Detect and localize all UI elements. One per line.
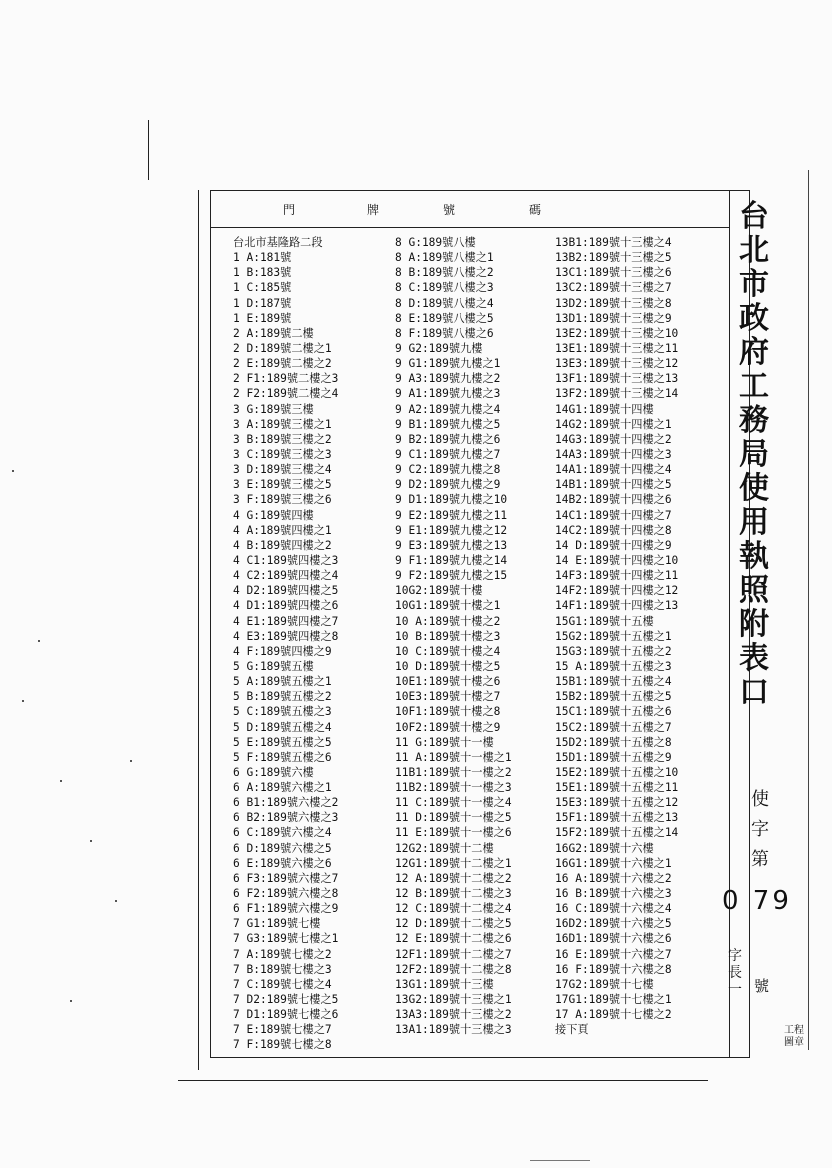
address-entry: 13G1:189號十三樓 xyxy=(395,977,494,991)
address-entry: 7 D2:189號七樓之5 xyxy=(233,993,339,1007)
address-entry: 6 E:189號六樓之6 xyxy=(233,856,332,870)
address-entry: 10 C:189號十樓之4 xyxy=(395,644,501,658)
address-entry: 5 D:189號五樓之4 xyxy=(233,720,332,734)
address-entry: 5 A:189號五樓之1 xyxy=(233,675,332,689)
vertical-title xyxy=(732,200,776,710)
address-entry: 10 B:189號十樓之3 xyxy=(395,629,501,643)
address-column-3 xyxy=(555,235,678,1037)
address-entry: 16G2:189號十六樓 xyxy=(555,841,654,855)
address-entry: 4 F:189號四樓之9 xyxy=(233,644,332,658)
address-entry: 15G1:189號十五樓 xyxy=(555,614,654,628)
address-entry: 11 A:189號十一樓之1 xyxy=(395,750,512,764)
frame-rule xyxy=(530,1160,590,1161)
address-entry: 7 G3:189號七樓之1 xyxy=(233,932,339,946)
address-entry: 15G2:189號十五樓之1 xyxy=(555,629,672,643)
address-entry: 16G1:189號十六樓之1 xyxy=(555,856,672,870)
address-entry: 3 G:189號三樓 xyxy=(233,402,314,416)
title-char: 執 xyxy=(739,539,769,574)
address-entry: 4 E1:189號四樓之7 xyxy=(233,614,339,628)
scan-speck xyxy=(130,760,132,762)
address-entry: 9 G1:189號九樓之1 xyxy=(395,357,501,371)
address-entry: 7 F:189號七樓之8 xyxy=(233,1038,332,1052)
side-divider xyxy=(729,191,730,1057)
address-entry: 1 C:185號 xyxy=(233,281,292,295)
address-entry: 16 E:189號十六樓之7 xyxy=(555,947,672,961)
title-char: 台 xyxy=(739,199,769,234)
address-entry: 4 E3:189號四樓之8 xyxy=(233,629,339,643)
address-entry: 10G2:189號十樓 xyxy=(395,584,483,598)
address-entry: 14 E:189號十四樓之10 xyxy=(555,553,679,567)
address-entry: 8 E:189號八樓之5 xyxy=(395,311,494,325)
address-entry: 13D1:189號十三樓之9 xyxy=(555,311,672,325)
title-char: 照 xyxy=(739,573,769,608)
address-entry: 6 F3:189號六樓之7 xyxy=(233,871,339,885)
address-entry: 10F1:189號十樓之8 xyxy=(395,705,501,719)
address-entry: 3 F:189號三樓之6 xyxy=(233,493,332,507)
address-entry: 7 G1:189號七樓 xyxy=(233,917,321,931)
address-entry: 16 B:189號十六樓之3 xyxy=(555,887,672,901)
address-entry: 5 F:189號五樓之6 xyxy=(233,750,332,764)
address-entry: 10G1:189號十樓之1 xyxy=(395,599,501,613)
address-column-1 xyxy=(233,235,338,1053)
address-entry: 4 D1:189號四樓之6 xyxy=(233,599,339,613)
address-entry: 12 D:189號十二樓之5 xyxy=(395,917,512,931)
address-entry: 9 C1:189號九樓之7 xyxy=(395,447,501,461)
seal-stamp: 字長一 xyxy=(728,948,742,998)
address-entry: 14G2:189號十四樓之1 xyxy=(555,417,672,431)
title-char: 市 xyxy=(739,267,769,302)
address-entry: 12 A:189號十二樓之2 xyxy=(395,871,512,885)
header-cell: 號 xyxy=(443,203,457,217)
address-entry: 5 C:189號五樓之3 xyxy=(233,705,332,719)
address-entry: 14F1:189號十四樓之13 xyxy=(555,599,679,613)
address-entry: 13E3:189號十三樓之12 xyxy=(555,357,679,371)
frame-rule xyxy=(148,120,149,180)
address-entry: 8 B:189號八樓之2 xyxy=(395,266,494,280)
title-char: 北 xyxy=(739,233,769,268)
address-entry: 13G2:189號十三樓之1 xyxy=(395,993,512,1007)
address-entry: 15E2:189號十五樓之10 xyxy=(555,765,679,779)
address-entry: 6 G:189號六樓 xyxy=(233,765,314,779)
address-entry: 14G1:189號十四樓 xyxy=(555,402,654,416)
address-entry: 16D1:189號十六樓之6 xyxy=(555,932,672,946)
address-entry: 5 B:189號五樓之2 xyxy=(233,690,332,704)
permit-label xyxy=(748,785,772,875)
address-entry: 13C2:189號十三樓之7 xyxy=(555,281,672,295)
address-entry: 9 D2:189號九樓之9 xyxy=(395,478,501,492)
address-entry: 2 E:189號二樓之2 xyxy=(233,357,332,371)
title-char: 工 xyxy=(739,369,769,404)
address-entry: 16 A:189號十六樓之2 xyxy=(555,871,672,885)
address-entry: 14A3:189號十四樓之3 xyxy=(555,447,672,461)
table-header xyxy=(211,191,729,228)
scan-speck xyxy=(115,900,117,902)
address-entry: 13D2:189號十三樓之8 xyxy=(555,296,672,310)
address-entry: 11B1:189號十一樓之2 xyxy=(395,765,512,779)
address-entry: 9 A1:189號九樓之3 xyxy=(395,387,501,401)
address-entry: 11 E:189號十一樓之6 xyxy=(395,826,512,840)
address-entry: 15B2:189號十五樓之5 xyxy=(555,690,672,704)
address-entry: 6 F1:189號六樓之9 xyxy=(233,902,339,916)
address-entry: 4 C1:189號四樓之3 xyxy=(233,553,339,567)
address-entry: 9 E1:189號九樓之12 xyxy=(395,523,508,537)
address-entry: 16 C:189號十六樓之4 xyxy=(555,902,672,916)
address-entry: 7 D1:189號七樓之6 xyxy=(233,1008,339,1022)
address-entry: 13E1:189號十三樓之11 xyxy=(555,341,679,355)
address-entry: 4 C2:189號四樓之4 xyxy=(233,569,339,583)
address-entry: 9 F2:189號九樓之15 xyxy=(395,569,508,583)
address-entry: 9 C2:189號九樓之8 xyxy=(395,463,501,477)
address-table xyxy=(210,190,750,1058)
address-entry: 11 C:189號十一樓之4 xyxy=(395,796,512,810)
address-entry: 12G1:189號十二樓之1 xyxy=(395,856,512,870)
scan-speck xyxy=(70,1000,72,1002)
address-entry: 9 A2:189號九樓之4 xyxy=(395,402,501,416)
address-entry: 13C1:189號十三樓之6 xyxy=(555,266,672,280)
address-entry: 12F1:189號十二樓之7 xyxy=(395,947,512,961)
address-entry: 12 E:189號十二樓之6 xyxy=(395,932,512,946)
address-entry: 6 C:189號六樓之4 xyxy=(233,826,332,840)
header-cell: 門 xyxy=(283,203,297,217)
address-entry: 1 A:181號 xyxy=(233,251,292,265)
address-entry: 11B2:189號十一樓之3 xyxy=(395,781,512,795)
address-entry: 7 C:189號七樓之4 xyxy=(233,977,332,991)
address-entry: 15 A:189號十五樓之3 xyxy=(555,659,672,673)
address-entry: 15G3:189號十五樓之2 xyxy=(555,644,672,658)
address-entry: 12 B:189號十二樓之3 xyxy=(395,887,512,901)
address-entry: 8 G:189號八樓 xyxy=(395,236,476,249)
address-entry: 13E2:189號十三樓之10 xyxy=(555,326,679,340)
address-entry: 7 A:189號七樓之2 xyxy=(233,947,332,961)
permit-label-char: 字 xyxy=(751,819,769,840)
address-entry: 2 F2:189號二樓之4 xyxy=(233,387,339,401)
address-entry: 9 B1:189號九樓之5 xyxy=(395,417,501,431)
address-entry: 1 D:187號 xyxy=(233,296,292,310)
frame-rule xyxy=(198,190,199,1070)
address-entry: 15C2:189號十五樓之7 xyxy=(555,720,672,734)
address-entry: 11 G:189號十一樓 xyxy=(395,735,494,749)
address-entry: 13B1:189號十三樓之4 xyxy=(555,236,672,249)
address-entry: 台北市基隆路二段 xyxy=(233,236,323,249)
address-entry: 4 D2:189號四樓之5 xyxy=(233,584,339,598)
edge-stamp: 工程圖章 xyxy=(784,1025,804,1048)
address-entry: 6 D:189號六樓之5 xyxy=(233,841,332,855)
address-entry: 5 E:189號五樓之5 xyxy=(233,735,332,749)
address-entry: 6 F2:189號六樓之8 xyxy=(233,887,339,901)
address-entry: 13F1:189號十三樓之13 xyxy=(555,372,679,386)
title-char: 口 xyxy=(739,675,769,710)
header-cell: 碼 xyxy=(529,203,543,217)
scan-speck xyxy=(12,470,14,472)
title-char: 政 xyxy=(739,301,769,336)
address-entry: 15C1:189號十五樓之6 xyxy=(555,705,672,719)
address-entry: 9 B2:189號九樓之6 xyxy=(395,432,501,446)
address-entry: 8 C:189號八樓之3 xyxy=(395,281,494,295)
address-entry: 3 E:189號三樓之5 xyxy=(233,478,332,492)
address-entry: 10 A:189號十樓之2 xyxy=(395,614,501,628)
address-column-2 xyxy=(395,235,512,1037)
permit-label-char: 使 xyxy=(751,789,769,810)
address-entry: 13B2:189號十三樓之5 xyxy=(555,251,672,265)
title-char: 府 xyxy=(739,335,769,370)
address-entry: 14A1:189號十四樓之4 xyxy=(555,463,672,477)
address-entry: 13F2:189號十三樓之14 xyxy=(555,387,679,401)
permit-label-char: 第 xyxy=(751,849,769,870)
address-entry: 9 E2:189號九樓之11 xyxy=(395,508,508,522)
address-entry: 9 A3:189號九樓之2 xyxy=(395,372,501,386)
address-entry: 14C2:189號十四樓之8 xyxy=(555,523,672,537)
address-entry: 4 A:189號四樓之1 xyxy=(233,523,332,537)
address-entry: 10E1:189號十樓之6 xyxy=(395,675,501,689)
address-entry: 15E3:189號十五樓之12 xyxy=(555,796,679,810)
address-entry: 5 G:189號五樓 xyxy=(233,659,314,673)
frame-rule xyxy=(808,170,809,1050)
address-entry: 3 B:189號三樓之2 xyxy=(233,432,332,446)
address-entry: 7 B:189號七樓之3 xyxy=(233,962,332,976)
address-entry: 17 A:189號十七樓之2 xyxy=(555,1008,672,1022)
address-entry: 15D1:189號十五樓之9 xyxy=(555,750,672,764)
title-char: 務 xyxy=(739,403,769,438)
scan-speck xyxy=(60,780,62,782)
address-entry: 6 A:189號六樓之1 xyxy=(233,781,332,795)
title-char: 局 xyxy=(739,437,769,472)
address-entry: 6 B1:189號六樓之2 xyxy=(233,796,339,810)
address-entry: 12 C:189號十二樓之4 xyxy=(395,902,512,916)
address-entry: 9 F1:189號九樓之14 xyxy=(395,553,508,567)
address-entry: 15F1:189號十五樓之13 xyxy=(555,811,679,825)
address-entry: 3 D:189號三樓之4 xyxy=(233,463,332,477)
address-entry: 7 E:189號七樓之7 xyxy=(233,1023,332,1037)
address-entry: 14G3:189號十四樓之2 xyxy=(555,432,672,446)
address-entry: 8 D:189號八樓之4 xyxy=(395,296,494,310)
address-entry: 13A3:189號十三樓之2 xyxy=(395,1008,512,1022)
address-entry: 14F3:189號十四樓之11 xyxy=(555,569,679,583)
address-entry: 14B1:189號十四樓之5 xyxy=(555,478,672,492)
address-entry: 14F2:189號十四樓之12 xyxy=(555,584,679,598)
address-entry: 8 F:189號八樓之6 xyxy=(395,326,494,340)
address-entry: 16 F:189號十六樓之8 xyxy=(555,962,672,976)
address-entry: 9 D1:189號九樓之10 xyxy=(395,493,508,507)
frame-rule xyxy=(178,1080,708,1081)
address-entry: 15B1:189號十五樓之4 xyxy=(555,675,672,689)
address-entry: 1 B:183號 xyxy=(233,266,292,280)
address-entry: 15E1:189號十五樓之11 xyxy=(555,781,679,795)
header-cell: 牌 xyxy=(367,203,381,217)
address-entry: 2 D:189號二樓之1 xyxy=(233,341,332,355)
address-entry: 4 B:189號四樓之2 xyxy=(233,538,332,552)
address-entry: 10 D:189號十樓之5 xyxy=(395,659,501,673)
permit-number: 0 79 xyxy=(722,886,792,916)
scan-speck xyxy=(90,840,92,842)
address-entry: 11 D:189號十一樓之5 xyxy=(395,811,512,825)
address-entry: 2 A:189號二樓 xyxy=(233,326,314,340)
address-entry: 接下頁 xyxy=(555,1023,589,1037)
address-entry: 16D2:189號十六樓之5 xyxy=(555,917,672,931)
address-entry: 8 A:189號八樓之1 xyxy=(395,251,494,265)
address-entry: 14C1:189號十四樓之7 xyxy=(555,508,672,522)
title-char: 表 xyxy=(739,641,769,676)
scan-speck xyxy=(38,640,40,642)
scan-speck xyxy=(22,700,24,702)
address-entry: 1 E:189號 xyxy=(233,311,292,325)
address-entry: 14B2:189號十四樓之6 xyxy=(555,493,672,507)
address-entry: 9 E3:189號九樓之13 xyxy=(395,538,508,552)
permit-suffix: 號 xyxy=(754,977,770,995)
address-entry: 12F2:189號十二樓之8 xyxy=(395,962,512,976)
address-entry: 3 C:189號三樓之3 xyxy=(233,447,332,461)
address-entry: 15F2:189號十五樓之14 xyxy=(555,826,679,840)
address-entry: 13A1:189號十三樓之3 xyxy=(395,1023,512,1037)
address-entry: 12G2:189號十二樓 xyxy=(395,841,494,855)
address-entry: 2 F1:189號二樓之3 xyxy=(233,372,339,386)
title-char: 使 xyxy=(739,471,769,506)
address-entry: 6 B2:189號六樓之3 xyxy=(233,811,339,825)
address-entry: 9 G2:189號九樓 xyxy=(395,341,483,355)
title-char: 用 xyxy=(739,505,769,540)
address-entry: 15D2:189號十五樓之8 xyxy=(555,735,672,749)
address-entry: 14 D:189號十四樓之9 xyxy=(555,538,672,552)
address-entry: 4 G:189號四樓 xyxy=(233,508,314,522)
address-entry: 10E3:189號十樓之7 xyxy=(395,690,501,704)
address-entry: 3 A:189號三樓之1 xyxy=(233,417,332,431)
address-entry: 17G2:189號十七樓 xyxy=(555,977,654,991)
title-char: 附 xyxy=(739,607,769,642)
address-entry: 17G1:189號十七樓之1 xyxy=(555,993,672,1007)
address-entry: 10F2:189號十樓之9 xyxy=(395,720,501,734)
